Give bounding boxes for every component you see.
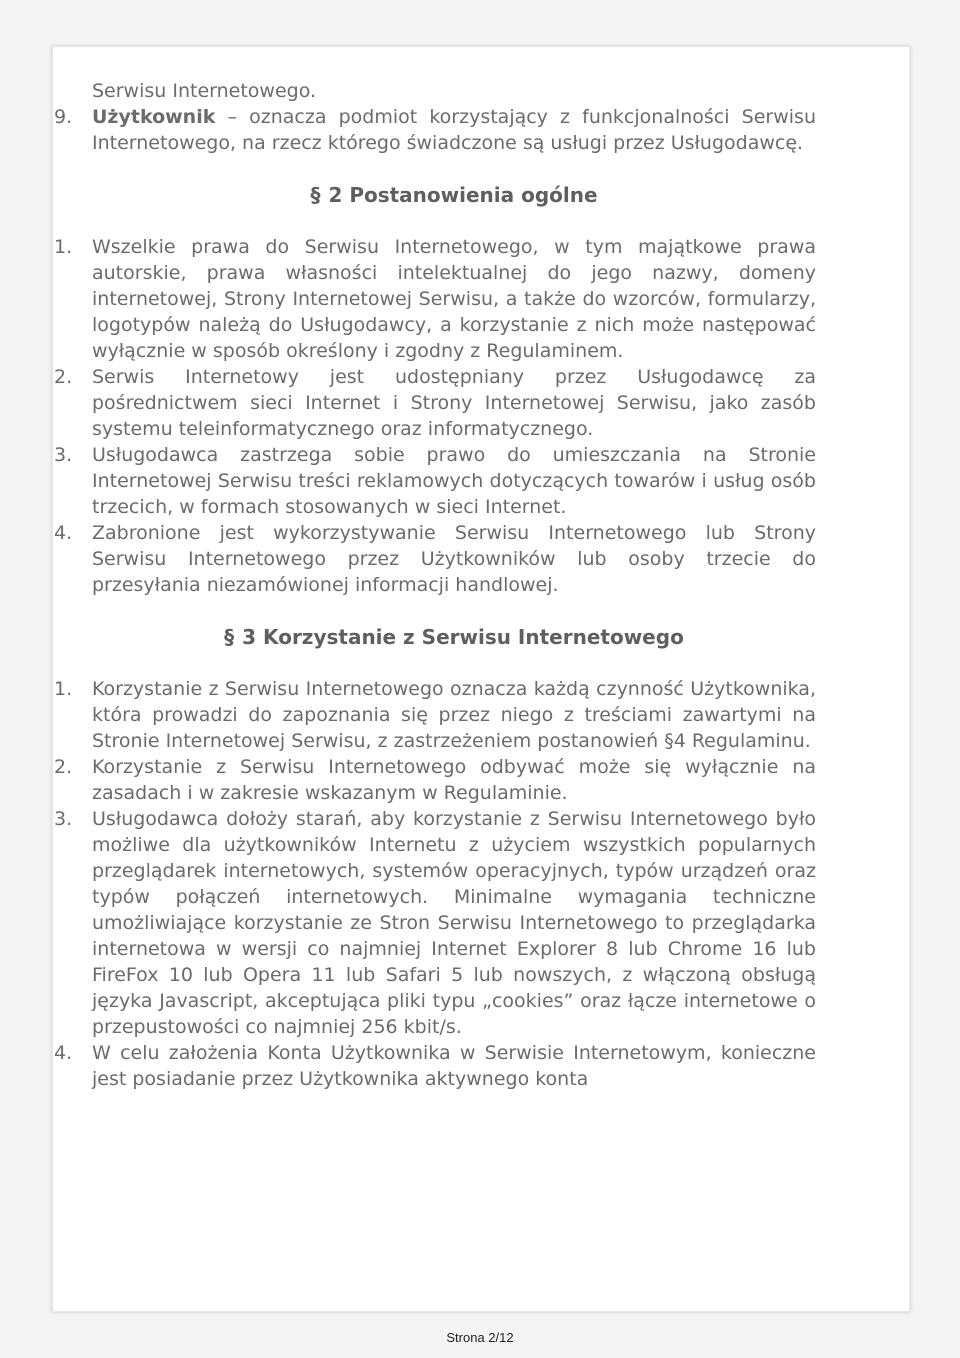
page-number: Strona 2/12 <box>446 1330 514 1345</box>
list-item-continuation <box>92 78 816 104</box>
item-text: Wszelkie prawa do Serwisu Internetowego, w tym majątkowe prawa autorskie, prawa własności intelektualnej do jego nazwy, domeny internetowej, Strony Internetowej Serwisu, a także do wzorców, formularzy, logotypów należą do Usługodawcy, a korzystanie z nich może następować wyłącznie w sposób określony i zgodny z Regulaminem. <box>92 236 816 362</box>
list-item <box>54 520 816 598</box>
item-number: 2. <box>54 366 73 388</box>
item-number: 3. <box>54 808 73 830</box>
list-item <box>54 442 816 520</box>
item-number: 4. <box>54 522 73 544</box>
item-number: 3. <box>54 444 73 466</box>
list-item <box>54 754 816 806</box>
document-content <box>54 78 816 1092</box>
item-number: 2. <box>54 756 73 778</box>
list-item <box>54 234 816 364</box>
section-title: 3 Korzystanie z Serwisu Internetowego <box>242 625 684 649</box>
item-text <box>92 104 816 156</box>
list-item <box>54 676 816 754</box>
list-item <box>54 806 816 1040</box>
section-heading-2 <box>92 182 816 208</box>
section-title: 2 Postanowienia ogólne <box>328 183 598 207</box>
item-text: Usługodawca zastrzega sobie prawo do umieszczania na Stronie Internetowej Serwisu treści reklamowych dotyczących towarów i usług osób trzecich, w formach stosowanych w sieci Internet. <box>92 444 816 518</box>
item-text: Korzystanie z Serwisu Internetowego odbywać może się wyłącznie na zasadach i w zakresie wskazanym w Regulaminie. <box>92 756 816 804</box>
item-text: Serwisu Internetowego. <box>92 80 317 102</box>
item-number: 1. <box>54 236 73 258</box>
list-item <box>54 1040 816 1092</box>
section-symbol: § <box>310 183 321 207</box>
section-symbol: § <box>224 625 235 649</box>
item-text: Serwis Internetowy jest udostępniany przez Usługodawcę za pośrednictwem sieci Internet i Strony Internetowej Serwisu, jako zasób systemu teleinformatycznego oraz informatycznego. <box>92 366 816 440</box>
item-number: 9. <box>54 106 73 128</box>
list-item <box>54 364 816 442</box>
item-text: Usługodawca dołoży starań, aby korzystanie z Serwisu Internetowego było możliwe dla użytkowników Internetu z użyciem wszystkich popularnych przeglądarek internetowych, systemów operacyjnych, typów urządzeń oraz typów połączeń internetowych. Minimalne wymagania techniczne umożliwiające korzystanie ze Stron Serwisu Internetowego to przeglądarka internetowa w wersji co najmniej Internet Explorer 8 lub Chrome 16 lub FireFox 10 lub Opera 11 lub Safari 5 lub nowszych, z włączoną obsługą języka Javascript, akceptująca pliki typu „cookies” oraz łącze internetowe o przepustowości co najmniej 256 kbit/s. <box>92 808 816 1038</box>
item-text: Zabronione jest wykorzystywanie Serwisu Internetowego lub Strony Serwisu Internetowego przez Użytkowników lub osoby trzecie do przesyłania niezamówionej informacji handlowej. <box>92 522 816 596</box>
section-heading-3 <box>92 624 816 650</box>
item-number: 4. <box>54 1042 73 1064</box>
item-number: 1. <box>54 678 73 700</box>
item-text: Korzystanie z Serwisu Internetowego oznacza każdą czynność Użytkownika, która prowadzi do zapoznania się przez niego z treściami zawartymi na Stronie Internetowej Serwisu, z zastrzeżeniem postanowień §4 Regulaminu. <box>92 678 816 752</box>
defined-term: Użytkownik <box>92 106 216 128</box>
definition-text: – oznacza podmiot korzystający z funkcjonalności Serwisu Internetowego, na rzecz którego świadczone są usługi przez Usługodawcę. <box>92 106 816 154</box>
list-item-definition-9 <box>54 104 816 156</box>
item-text: W celu założenia Konta Użytkownika w Serwisie Internetowym, konieczne jest posiadanie przez Użytkownika aktywnego konta <box>92 1042 816 1090</box>
